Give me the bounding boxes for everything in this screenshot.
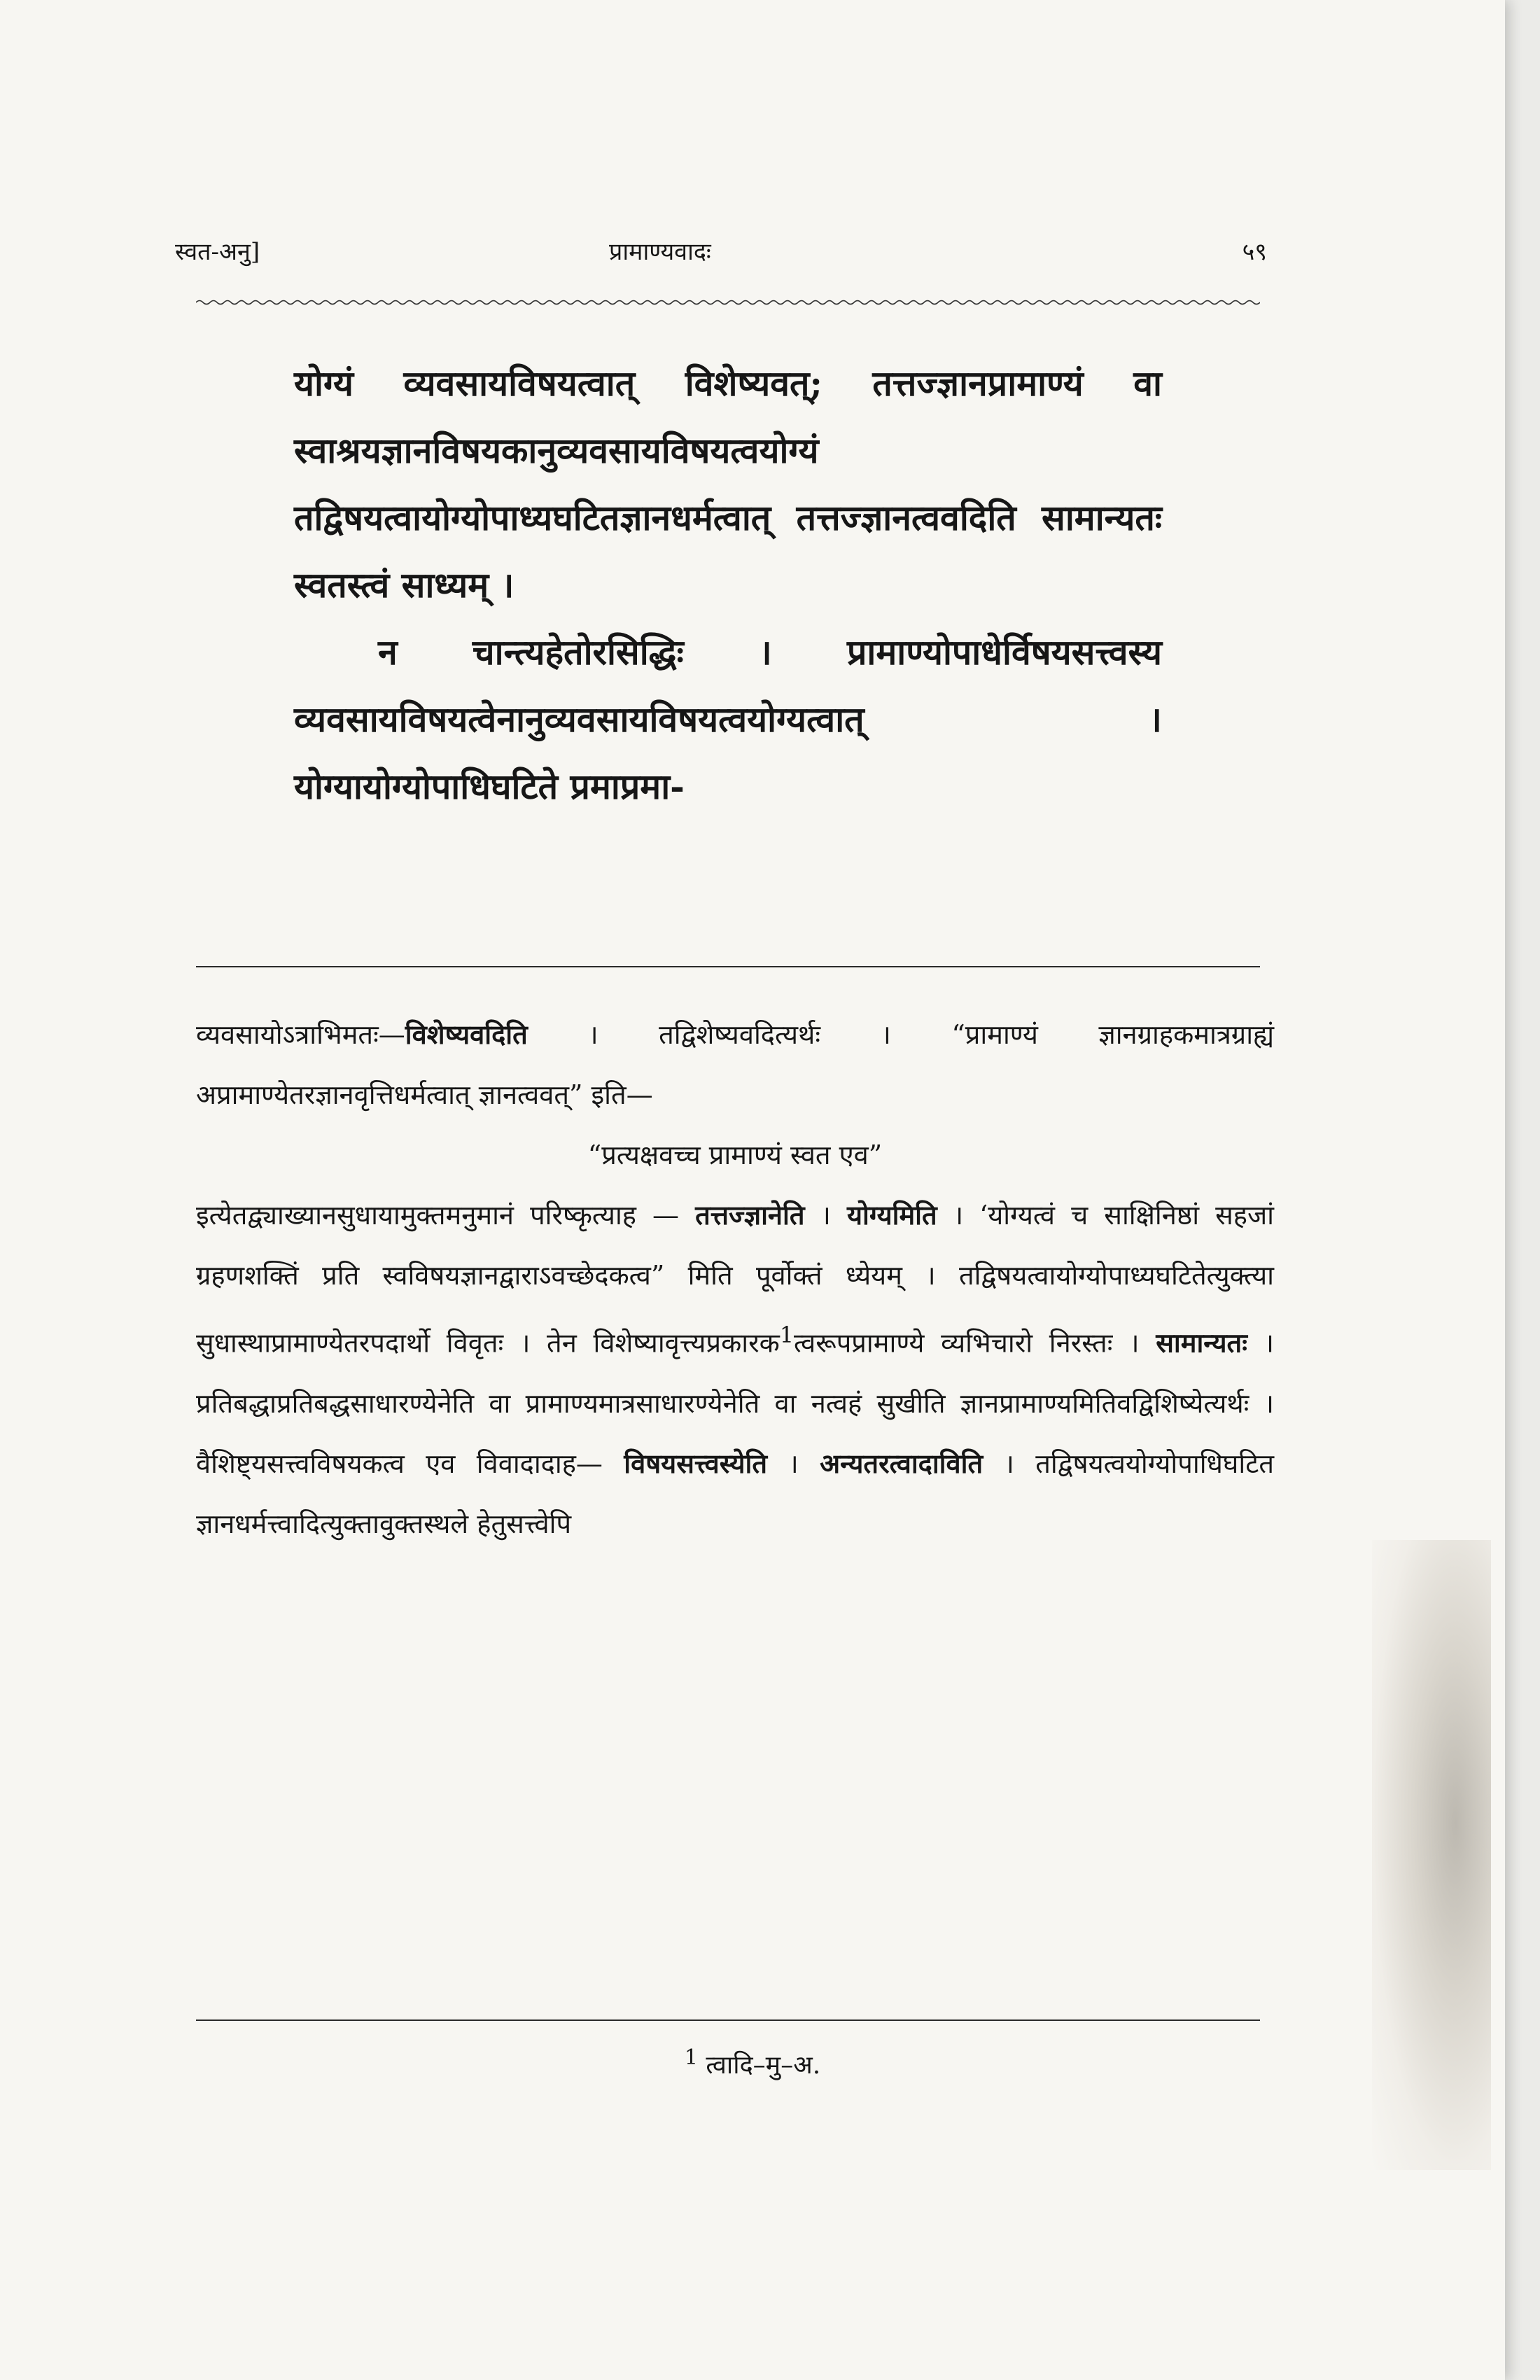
header-section-label: स्वत-अनु] — [175, 238, 260, 266]
commentary-quote: “प्रत्यक्षवच्च प्रामाण्यं स्वत एव” — [587, 1140, 883, 1170]
footnote-number: 1 — [684, 2045, 698, 2070]
page-number: ५९ — [1242, 238, 1267, 266]
header-wavy-rule — [196, 298, 1260, 307]
commentary-text: । — [767, 1448, 820, 1479]
commentary-keyword: सामान्यतः — [1156, 1326, 1247, 1359]
main-text-block — [294, 350, 1162, 820]
commentary-keyword: तत्तज्ज्ञानेति — [695, 1199, 805, 1231]
commentary-keyword: अन्यतरत्वादाविति — [820, 1447, 983, 1479]
commentary-text: इत्येतद्व्याख्यानसुधायामुक्तमनुमानं परिष्कृत्याह — — [196, 1200, 696, 1231]
main-paragraph-1: योग्यं व्यवसायविषयत्वात् विशेष्यवत्; तत्तज्ज्ञानप्रामाण्यं वा स्वाश्रयज्ञानविषयकानुव्यवसायविषयत्वयोग्यं तद्विषयत्वायोग्योपाध्यघटितज्ञानधर्मत्वात् तत्तज्ज्ञानत्ववदिति सामान्यतः स्वतस्त्वं साध्यम् । — [294, 363, 1162, 606]
commentary-paragraph-1 — [196, 1004, 1274, 1125]
footnote-divider — [196, 2019, 1260, 2021]
footnote-text: त्वादि–मु–अ. — [697, 2051, 821, 2080]
footnote — [0, 2037, 1505, 2087]
commentary-text: । प्रतिबद्धाप्रतिबद्धसाधारण्येनेति वा प्रामाण्यमात्रसाधारण्येनेति वा नत्वहं सुखीति ज्ञानप्रामाण्यमितिवद्विशिष्येत्यर्थः । वैशिष्ट्यसत्त्वविषयकत्व एव विवादादाह— — [196, 1327, 1274, 1479]
commentary-text: । — [804, 1200, 848, 1231]
commentary-keyword: विशेष्यवदिति — [405, 1018, 528, 1050]
text-commentary-divider — [196, 966, 1260, 967]
commentary-text: त्वरूपप्रामाण्ये व्यभिचारो निरस्तः । — [794, 1327, 1156, 1359]
running-header — [175, 231, 1267, 273]
commentary-text: । ‘योग्यत्वं च साक्षिनिष्ठां सहजां ग्रहणशक्तिं प्रति स्वविषयज्ञानद्वाराऽवच्छेदकत्व” मिति पूर्वोक्तं ध्येयम् । तद्विषयत्वायोग्योपाध्यघटितेत्युक्त्या सुधास्थाप्रामाण्येतरपदार्थो विवृतः । तेन विशेष्यावृत्त्यप्रकारक — [196, 1200, 1275, 1359]
main-paragraph-2: न चान्त्यहेतोरसिद्धिः । प्रामाण्योपाधेर्विषयसत्त्वस्य व्यवसायविषयत्वेनानुव्यवसायविषयत्वयोग्यत्वात् । योग्यायोग्योपाधिघटिते प्रमाप्रमा- — [294, 631, 1162, 807]
header-title: प्रामाण्यवादः — [609, 238, 711, 266]
commentary-text: व्यवसायोऽत्राभिमतः— — [196, 1019, 405, 1050]
commentary-text: । तद्विषयत्वयोग्योपाधिघटित ज्ञानधर्मत्त्वादित्युक्तावुक्तस्थले हेतुसत्त्वेपि — [196, 1448, 1275, 1539]
commentary-keyword: विषयसत्त्वस्येति — [624, 1447, 768, 1479]
commentary-keyword: योग्यमिति — [847, 1199, 937, 1231]
commentary-block — [196, 1004, 1274, 1554]
commentary-text: । तद्विशेष्यवदित्यर्थः । “प्रामाण्यं ज्ञानग्राहकमात्रग्राह्यं अप्रामाण्येतरज्ञानवृत्तिधर्मत्वात् ज्ञानत्ववत्” इति— — [196, 1019, 1274, 1110]
commentary-paragraph-2 — [196, 1185, 1274, 1554]
footnote-marker: 1 — [779, 1323, 794, 1348]
